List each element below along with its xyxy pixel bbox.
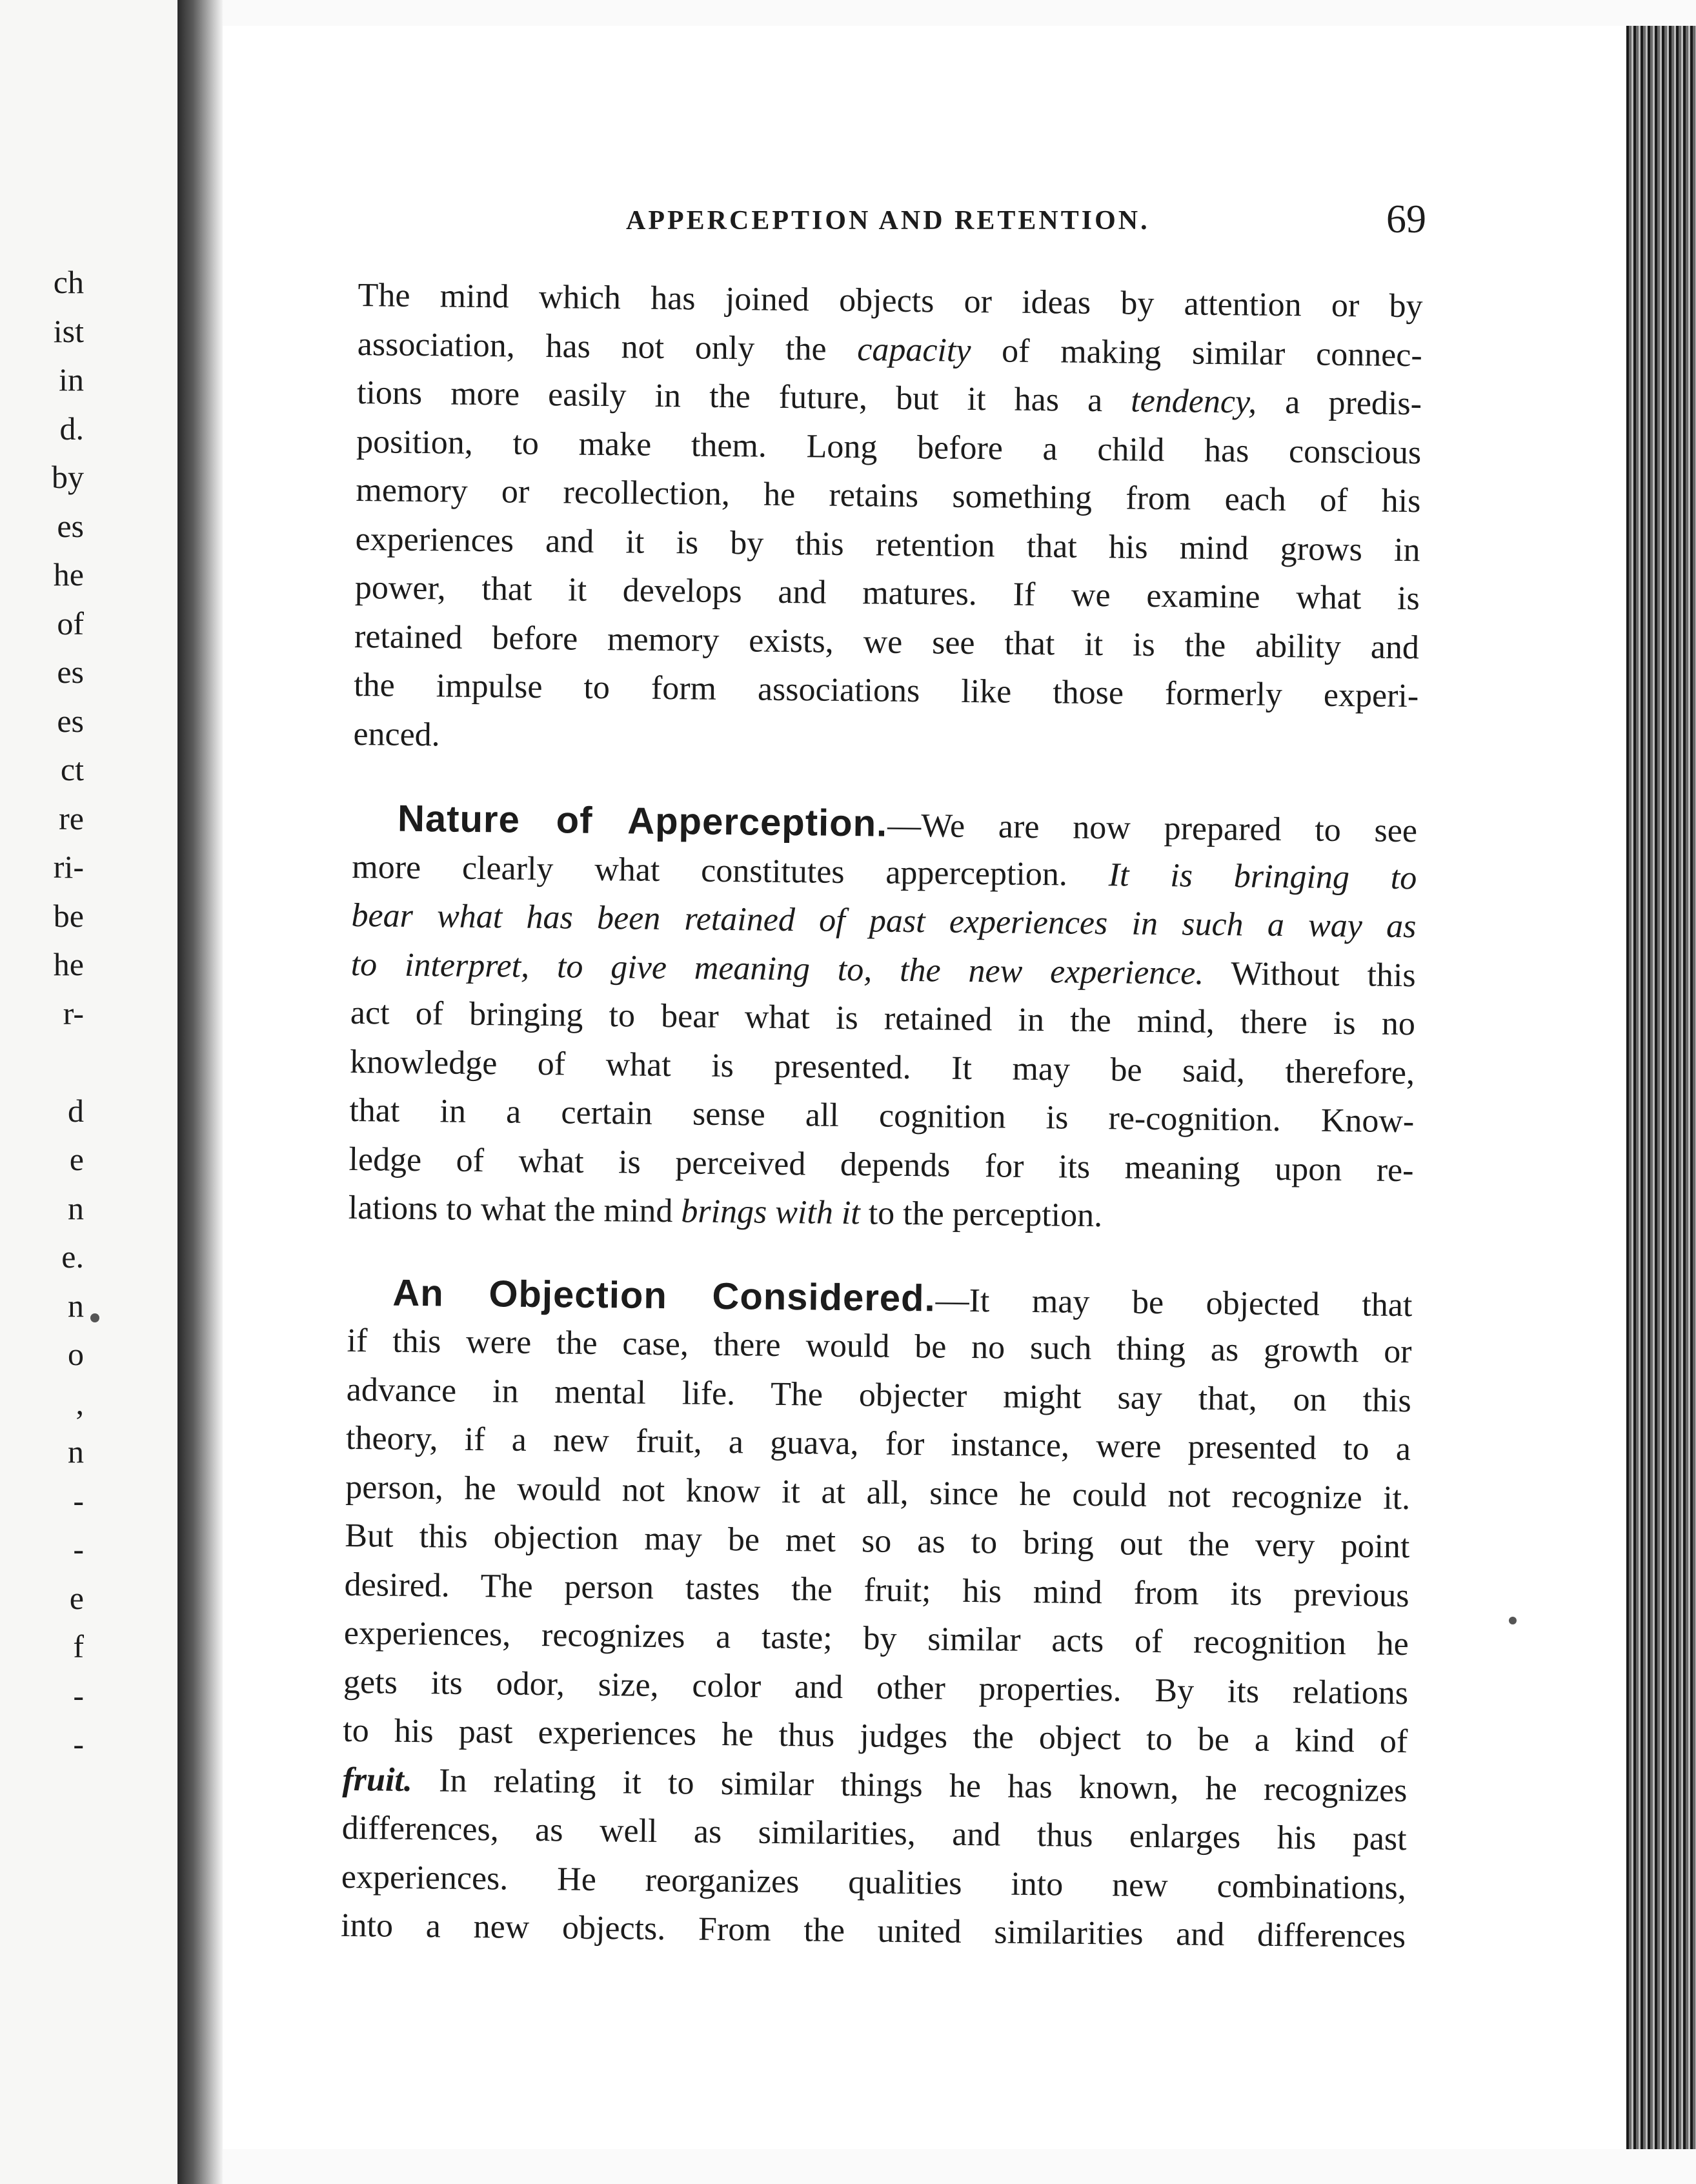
left-page-fragment: ist: [53, 312, 84, 349]
left-page-fragment: in: [59, 361, 84, 398]
left-page-fragment: by: [52, 459, 84, 495]
left-page-fragment: -: [73, 1677, 84, 1714]
left-page-fragment: re: [59, 800, 84, 836]
book-gutter: [177, 0, 223, 2184]
text-line: the impulse to form associations like those formerly experi-: [353, 666, 1419, 715]
text-line: if this were the case, there would be no such thing as growth or: [347, 1322, 1412, 1371]
text-line: But this objection may be met so as to bring out the very point: [345, 1517, 1410, 1566]
text-line: Nature of Apperception.—We are now prepared to see: [397, 797, 1418, 850]
page-stack-edge: [1626, 26, 1696, 2149]
text-line: tions more easily in the future, but it has a tendency, a predis-: [356, 374, 1422, 423]
left-page-fragment: d.: [59, 410, 84, 447]
left-page-fragment: o: [68, 1336, 84, 1372]
emphasis-capacity: capacity: [857, 330, 971, 369]
text-line: position, to make them. Long before a child has conscious: [356, 423, 1422, 471]
section-heading: Nature of Apperception.: [397, 797, 888, 845]
left-page-fragment: ct: [60, 751, 84, 787]
paragraph-retention: [353, 271, 1423, 769]
text-line: power, that it develops and matures. If we examine what is: [354, 569, 1420, 618]
left-page-fragment: n: [68, 1433, 84, 1470]
left-page-fragment: f: [73, 1628, 84, 1664]
left-page-fragment: ch: [53, 264, 84, 300]
text-line: experiences. He reorganizes qualities into new combinations,: [341, 1858, 1407, 1906]
text-line: The mind which has joined objects or ideas by attention or by: [358, 276, 1423, 325]
paragraph-nature-of-apperception: [348, 794, 1417, 1244]
text-line: act of bringing to bear what is retained in the mind, there is no: [350, 994, 1416, 1043]
left-page-fragment: he: [53, 946, 84, 982]
text-line: differences, as well as similarities, and thus enlarges his past: [341, 1809, 1407, 1858]
text-line: theory, if a new fruit, a guava, for instance, were presented to a: [345, 1419, 1411, 1468]
left-page-fragment: he: [53, 556, 84, 592]
text-line: that in a certain sense all cognition is re-cognition. Know-: [349, 1091, 1415, 1140]
left-page-fragment: -: [73, 1726, 84, 1762]
text-line: gets its odor, size, color and other properties. By its relations: [343, 1663, 1409, 1712]
left-page-fragment: ri-: [53, 849, 84, 885]
left-page-fragment: [0, 1038, 84, 1087]
left-page-fragment: r-: [63, 995, 84, 1031]
text-line: An Objection Considered.—It may be objected that: [392, 1271, 1413, 1324]
left-page-fragment: -: [73, 1482, 84, 1519]
left-page-fragment: e: [69, 1579, 84, 1616]
text-line: into a new objects. From the united similarities and differences: [340, 1906, 1406, 1956]
text-line: desired. The person tastes the fruit; his mind from its previous: [344, 1566, 1409, 1614]
left-page-fragment: es: [57, 507, 84, 544]
left-page-fragment: e: [69, 1141, 84, 1177]
text-line: lations to what the mind brings with it to the perception.: [348, 1189, 1103, 1235]
left-page-fragment: e.: [61, 1239, 84, 1275]
text-line: more clearly what constitutes apperception. It is bringing to: [352, 848, 1417, 896]
text-line: association, has not only the capacity of making similar connec-: [357, 325, 1423, 374]
running-head: APPERCEPTION AND RETENTION.: [626, 206, 1150, 236]
emphasis-tendency: tendency,: [1131, 382, 1257, 421]
top-margin: [223, 0, 1696, 26]
text-line: bear what has been retained of past experiences in such a way as: [351, 896, 1417, 945]
text-line: memory or recollection, he retains something from each of his: [356, 471, 1421, 520]
left-page-fragment: be: [53, 897, 84, 934]
page-number: 69: [1386, 197, 1426, 241]
text-line: retained before memory exists, we see that it is the ability and: [354, 618, 1420, 666]
left-page-text-fragments: [0, 258, 84, 1769]
text-line: to interpret, to give meaning to, the new experience. Without this: [350, 945, 1416, 994]
text-line: knowledge of what is presented. It may be said, therefore,: [349, 1043, 1415, 1091]
left-page-fragment: n: [68, 1287, 84, 1324]
left-page-fragment: es: [57, 654, 84, 690]
left-page-fragment: d: [68, 1092, 84, 1129]
text-line: enced.: [353, 715, 441, 753]
page-body: [341, 271, 1423, 1961]
bottom-margin: [223, 2149, 1696, 2184]
text-line: fruit. In relating it to similar things he has known, he recognizes: [342, 1761, 1408, 1809]
ink-speck: [90, 1313, 99, 1322]
left-page-fragment: of: [57, 605, 84, 642]
ink-speck: [1509, 1617, 1517, 1624]
section-heading: An Objection Considered.: [392, 1271, 936, 1319]
left-facing-page: [0, 0, 179, 2184]
text-line: advance in mental life. The objecter might say that, on this: [346, 1371, 1412, 1419]
text-line: to his past experiences he thus judges the object to be a kind of: [343, 1712, 1408, 1761]
left-page-fragment: n: [68, 1189, 84, 1226]
text-line: person, he would not know it at all, since he could not recognize it.: [345, 1468, 1411, 1517]
text-line: experiences, recognizes a taste; by similar acts of recognition he: [343, 1614, 1409, 1663]
left-page-fragment: es: [57, 702, 84, 739]
left-page-fragment: ,: [76, 1384, 84, 1421]
left-page-fragment: -: [73, 1531, 84, 1567]
text-line: ledge of what is perceived depends for its meaning upon re-: [348, 1140, 1414, 1189]
text-line: experiences and it is by this retention that his mind grows in: [355, 520, 1420, 569]
paragraph-objection-considered: [341, 1268, 1413, 1961]
